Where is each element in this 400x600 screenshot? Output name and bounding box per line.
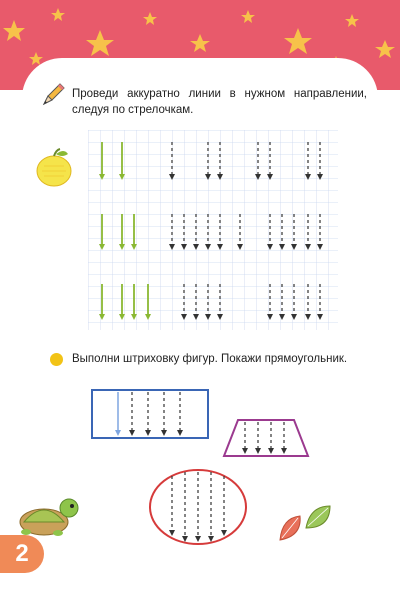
practice-grid (88, 130, 338, 330)
task2-instruction: Выполни штриховку фигур. Покажи прямоугольник. (72, 353, 348, 365)
turtle-icon (14, 488, 84, 538)
apple-icon (34, 146, 74, 188)
bullet-icon (50, 353, 63, 366)
trapezoid-shape (224, 420, 308, 456)
rectangle-shape (92, 390, 208, 438)
ellipse-shape (150, 470, 246, 544)
pencil-icon (40, 82, 66, 108)
task1-instruction: Проведи аккуратно линии в нужном направлении, следуя по стрелочкам. (72, 88, 367, 116)
leaf-icon (270, 500, 340, 560)
page-number: 2 (0, 535, 44, 573)
